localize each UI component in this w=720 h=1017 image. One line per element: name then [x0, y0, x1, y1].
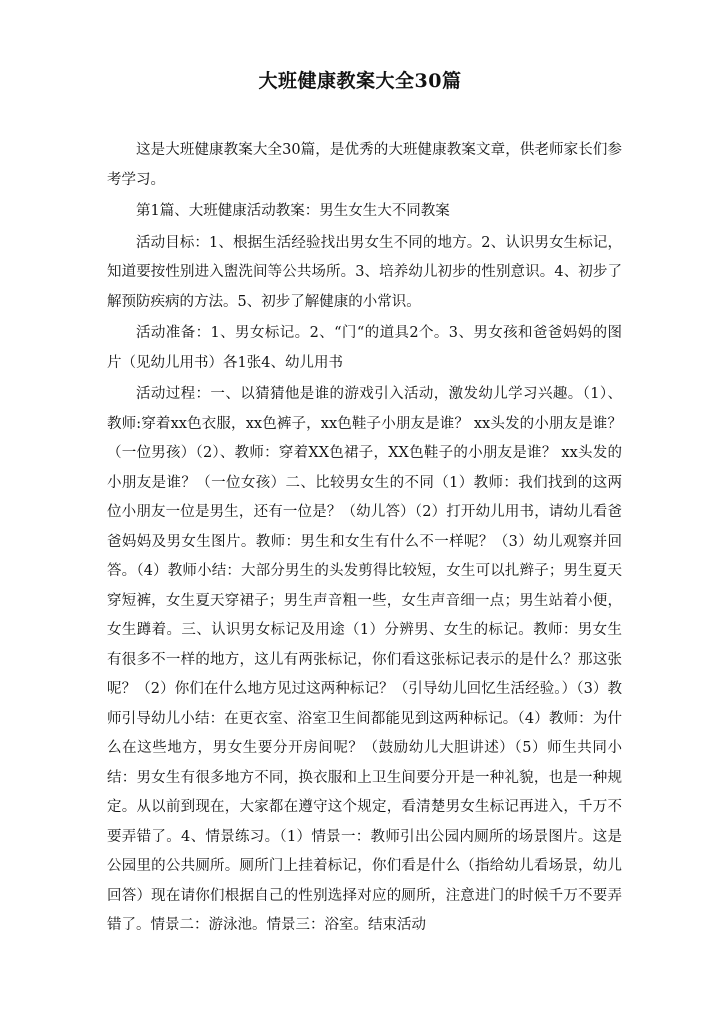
document-body: [107, 136, 622, 943]
activity-goals-paragraph: 活动目标：1、根据生活经验找出男女生不同的地方。2、认识男女生标记，知道要按性别进入盥洗间等公共场所。3、培养幼儿初步的性别意识。4、初步了解预防疾病的方法。5、初步了解健康的小常识。: [107, 234, 622, 310]
document-title: 大班健康教案大全30篇: [258, 70, 462, 92]
intro-paragraph: 这是大班健康教案大全30篇，是优秀的大班健康教案文章，供老师家长们参考学习。: [107, 142, 622, 188]
section-heading: 第1篇、大班健康活动教案：男生女生大不同教案: [136, 203, 450, 219]
activity-process-paragraph: 活动过程：一、以猜猜他是谁的游戏引入活动，激发幼儿学习兴趣。（1）、教师:穿着xx色衣服，xx色裤子，xx色鞋子小朋友是谁？ xx头发的小朋友是谁？（一位男孩）（2）、教师：穿着XX色裙子，XX色鞋子的小朋友是谁？ xx头发的小朋友是谁？（一位女孩）二、比较男女生的不同（1）教师：我们找到的这两位小朋友一位是男生，还有一位是？（幼儿答）（2）打开幼儿用书，请幼儿看爸爸妈妈及男女生图片。教师：男生和女生有什么不一样呢？（3）幼儿观察并回答。（4）教师小结：大部分男生的头发剪得比较短，女生可以扎辫子；男生夏天穿短裤，女生夏天穿裙子；男生声音粗一些，女生声音细一点；男生站着小便，女生蹲着。三、认识男女标记及用途（1）分辨男、女生的标记。教师：男女生有很多不一样的地方，这儿有两张标记，你们看这张标记表示的是什么？那这张呢？（2）你们在什么地方见过这两种标记？（引导幼儿回忆生活经验。）（3）教师引导幼儿小结：在更衣室、浴室卫生间都能见到这两种标记。（4）教师：为什么在这些地方，男女生要分开房间呢？（鼓励幼儿大胆讲述）（5）师生共同小结：男女生有很多地方不同，换衣服和上卫生间要分开是一种礼貌，也是一种规定。从以前到现在，大家都在遵守这个规定，看清楚男女生标记再进入，千万不要弄错了。4、情景练习。（1）情景一：教师引出公园内厕所的场景图片。这是公园里的公共厕所。厕所门上挂着标记，你们看是什么（指给幼儿看场景，幼儿回答）现在请你们根据自己的性别选择对应的厕所，注意进门的时候千万不要弄错了。情景二：游泳池。情景三：浴室。结束活动: [107, 386, 622, 933]
activity-preparation-paragraph: 活动准备：1、男女标记。2、“门“的道具2个。3、男女孩和爸爸妈妈的图片（见幼儿用书）各1张4、幼儿用书: [107, 325, 622, 371]
